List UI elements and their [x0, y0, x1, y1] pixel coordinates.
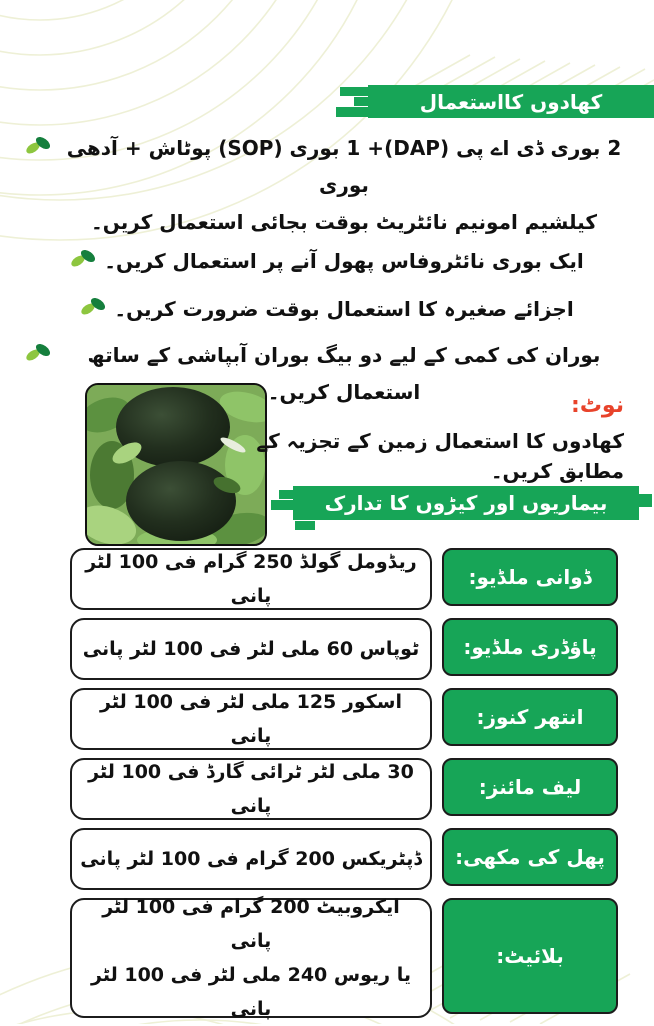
table-row-leaf-miner [70, 758, 618, 820]
header-step-decoration [639, 494, 652, 507]
disease-label: پاؤڈری ملڈیو: [442, 618, 618, 676]
treatment-cell [70, 758, 432, 820]
treatment-line: 30 ملی لٹر ٹرائی گارڈ فی 100 لٹر پانی [88, 761, 414, 817]
treatment-line: ٹوپاس 60 ملی لٹر فی 100 لٹر پانی [82, 638, 420, 660]
fertilizer-section-title: کھادوں کااستعمال [419, 89, 603, 114]
bullet-text: اجزائے صغیرہ کا استعمال بوقت ضرورت کریں۔ [114, 297, 574, 321]
table-row-anthracnose [70, 688, 618, 750]
treatment-cell [70, 618, 432, 680]
header-step-decoration [271, 500, 293, 510]
header-step-decoration [354, 97, 370, 106]
treatment-table [70, 548, 618, 1026]
table-row-downy-mildew [70, 548, 618, 610]
disease-label: انتھر کنوز: [442, 688, 618, 746]
header-step-decoration [279, 490, 293, 499]
watermelon-field-photo [85, 383, 267, 546]
fertilizer-bullet-3 [25, 291, 629, 328]
treatment-line: ریڈومل گولڈ 250 گرام فی 100 لٹر پانی [85, 551, 417, 607]
treatment-line: اسکور 125 ملی لٹر فی 100 لٹر پانی [100, 691, 402, 747]
treatment-line: ایکروبیٹ 200 گرام فی 100 لٹر پانی [102, 896, 400, 952]
treatment-cell [70, 828, 432, 890]
disease-label: بلائیٹ: [442, 898, 618, 1014]
treatment-line: یا ریوس 240 ملی لٹر فی 100 لٹر پانی [91, 964, 411, 1020]
header-step-decoration [295, 521, 315, 530]
header-step-decoration [336, 107, 370, 117]
leaf-bullet-icon [25, 341, 51, 368]
fertilizer-bullet-1 [25, 130, 629, 241]
pest-section-title: بیماریوں اور کیڑوں کا تدارک [324, 491, 608, 515]
leaf-bullet-icon [80, 295, 106, 322]
bullet-text [59, 130, 629, 241]
treatment-cell [70, 688, 432, 750]
pest-section-header [293, 486, 639, 520]
table-row-fruit-fly [70, 828, 618, 890]
bullet-line: کیلشیم امونیم نائٹریٹ بوقت بجائی استعمال کریں۔ [91, 210, 597, 234]
table-row-blight [70, 898, 618, 1018]
note-block [244, 393, 624, 486]
header-step-decoration [340, 87, 370, 96]
bullet-line: 2 بوری ڈی اے پی (DAP)+ 1 بوری (SOP) پوٹاش + آدھی بوری [66, 136, 622, 197]
leaf-bullet-icon [70, 247, 96, 274]
table-row-powdery-mildew [70, 618, 618, 680]
note-text: کھادوں کا استعمال زمین کے تجزیہ کے مطابق کریں۔ [256, 429, 624, 483]
disease-label: ڈوانی ملڈیو: [442, 548, 618, 606]
treatment-cell [70, 898, 432, 1018]
bullet-text: بوران کی کمی کے لیے دو بیگ بوران آبپاشی کے ساتھ استعمال کریں۔ [87, 343, 601, 404]
fertilizer-bullet-2 [25, 243, 629, 280]
treatment-cell [70, 548, 432, 610]
bullet-text: ایک بوری نائٹروفاس پھول آنے پر استعمال کریں۔ [104, 249, 584, 273]
fertilizer-section-header [368, 85, 654, 118]
treatment-line: ڈپٹریکس 200 گرام فی 100 لٹر پانی [80, 848, 422, 870]
disease-label: لیف مائنز: [442, 758, 618, 816]
disease-label: پھل کی مکھی: [442, 828, 618, 886]
leaf-bullet-icon [25, 134, 51, 161]
note-label: نوٹ: [571, 393, 624, 418]
